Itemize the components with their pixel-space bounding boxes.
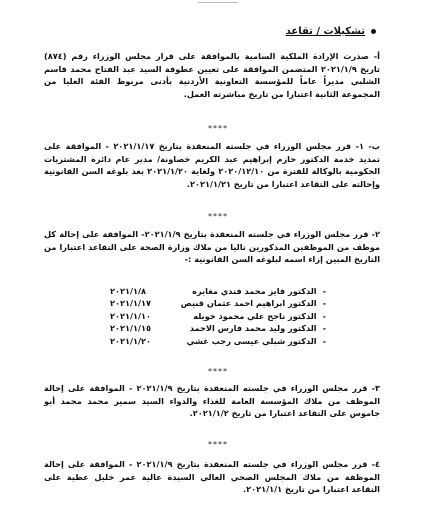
list-item: -الدكتور فايز محمد فندي مغايره ٢٠٢١/١/٨ <box>110 286 326 296</box>
paragraph-3: ٢- قرر مجلس الوزراء في جلسته المنعقدة بتاريخ ٢٠٢١/١/٩- الموافقة على إحالة كل موظف من الموظفين المذكورين تاليا من ملاك وزارة الصحة على التقاعد اعتبارا من التاريخ المبين إزاء اسمه لبلوغه السن القانونية :- <box>44 229 380 265</box>
paragraph-4: ٣- قرر مجلس الوزراء في جلسته المنعقدة بتاريخ ٢٠٢١/١/٩ - الموافقة على إحالة الموظف من ملاك المؤسسة العامة للغذاء والدواء السيد سمير محمد محمد أبو جاموس على التقاعد اعتبارا من تاريخ ٢٠٢١/١/٢. <box>44 383 380 419</box>
retiree-date: ٢٠٢١/١/١٧ <box>110 298 151 309</box>
paragraph-5: ٤- قرر مجلس الوزراء في جلسته المنعقدة بتاريخ ٢٠٢١/١/٩ - الموافقة على إحالة الموظفة من ملاك المجلس الصحي العالي السيدة عالية عمر خليل عطية على التقاعد اعتبارا من تاريخ ٢٠٢١/١/١. <box>44 459 380 495</box>
paragraph-2: ب- ١- قرر مجلس الوزراء في جلسته المنعقدة بتاريخ ٢٠٢١/١/١٧ - الموافقة على تمديد خدمة الدكتور حازم إبراهيم عبد الكريم خصاونة/ مدير عام دائرة المشتريات الحكومية بالوكالة للفترة من ٢٠٢٠/١٢/١٠ ولغاية ٢٠٢١/١/٢٠ بعد بلوغه السن القانونية وإحالته على التقاعد اعتبارا من تاريخ ٢٠٢١/١/٢١. <box>44 141 381 189</box>
list-item: -الدكتور وليد محمد فارس الاحمد ٢٠٢١/١/١٥ <box>110 323 326 334</box>
paragraph-1: أ- صدرت الإرادة الملكية السامية بالموافقة على قرار مجلس الوزراء رقم (٨٧٤) تاريخ ٢٠٢١/١/٩ المتضمن الموافقة على تعيين عطوفة السيد عبد الفتاح محمد قاسم الشلبي مديراً عاماً للمؤسسة التعاونية الأردنية بأدنى مربوط الفئة العليا من المجموعة الثانية اعتبارا من تاريخ مباشرته العمل. <box>44 51 380 99</box>
separator-3: **** <box>208 367 228 376</box>
retiree-name: الدكتور فايز محمد فندي مغايره <box>192 286 317 296</box>
retiree-date: ٢٠٢١/١/٢٠ <box>110 335 151 346</box>
retiree-name: الدكتور ابراهيم احمد عثمان قنيص <box>180 298 317 309</box>
retiree-name: الدكتور ناجح علي محمود خويله <box>193 310 317 321</box>
section-heading <box>286 26 376 37</box>
separator-1: **** <box>208 124 228 133</box>
retiree-name: الدكتور وليد محمد فارس الاحمد <box>189 323 317 334</box>
retiree-name: الدكتور شبلي عيسى رجب غشي <box>186 335 317 346</box>
bullet-icon <box>371 29 376 34</box>
section-heading-text: تشكيلات / تقاعد <box>285 26 365 37</box>
list-item: -الدكتور ناجح علي محمود خويله ٢٠٢١/١/١٠ <box>110 310 326 321</box>
list-item: -الدكتور شبلي عيسى رجب غشي ٢٠٢١/١/٢٠ <box>110 335 326 346</box>
separator-2: **** <box>208 212 228 221</box>
retirees-list <box>110 285 326 347</box>
list-item: -الدكتور ابراهيم احمد عثمان قنيص ٢٠٢١/١/١٧ <box>110 298 326 309</box>
retiree-date: ٢٠٢١/١/١٠ <box>110 310 151 321</box>
separator-4: **** <box>208 440 228 449</box>
top-divider <box>198 2 238 3</box>
retiree-date: ٢٠٢١/١/١٥ <box>110 323 151 334</box>
retiree-date: ٢٠٢١/١/٨ <box>110 286 146 296</box>
